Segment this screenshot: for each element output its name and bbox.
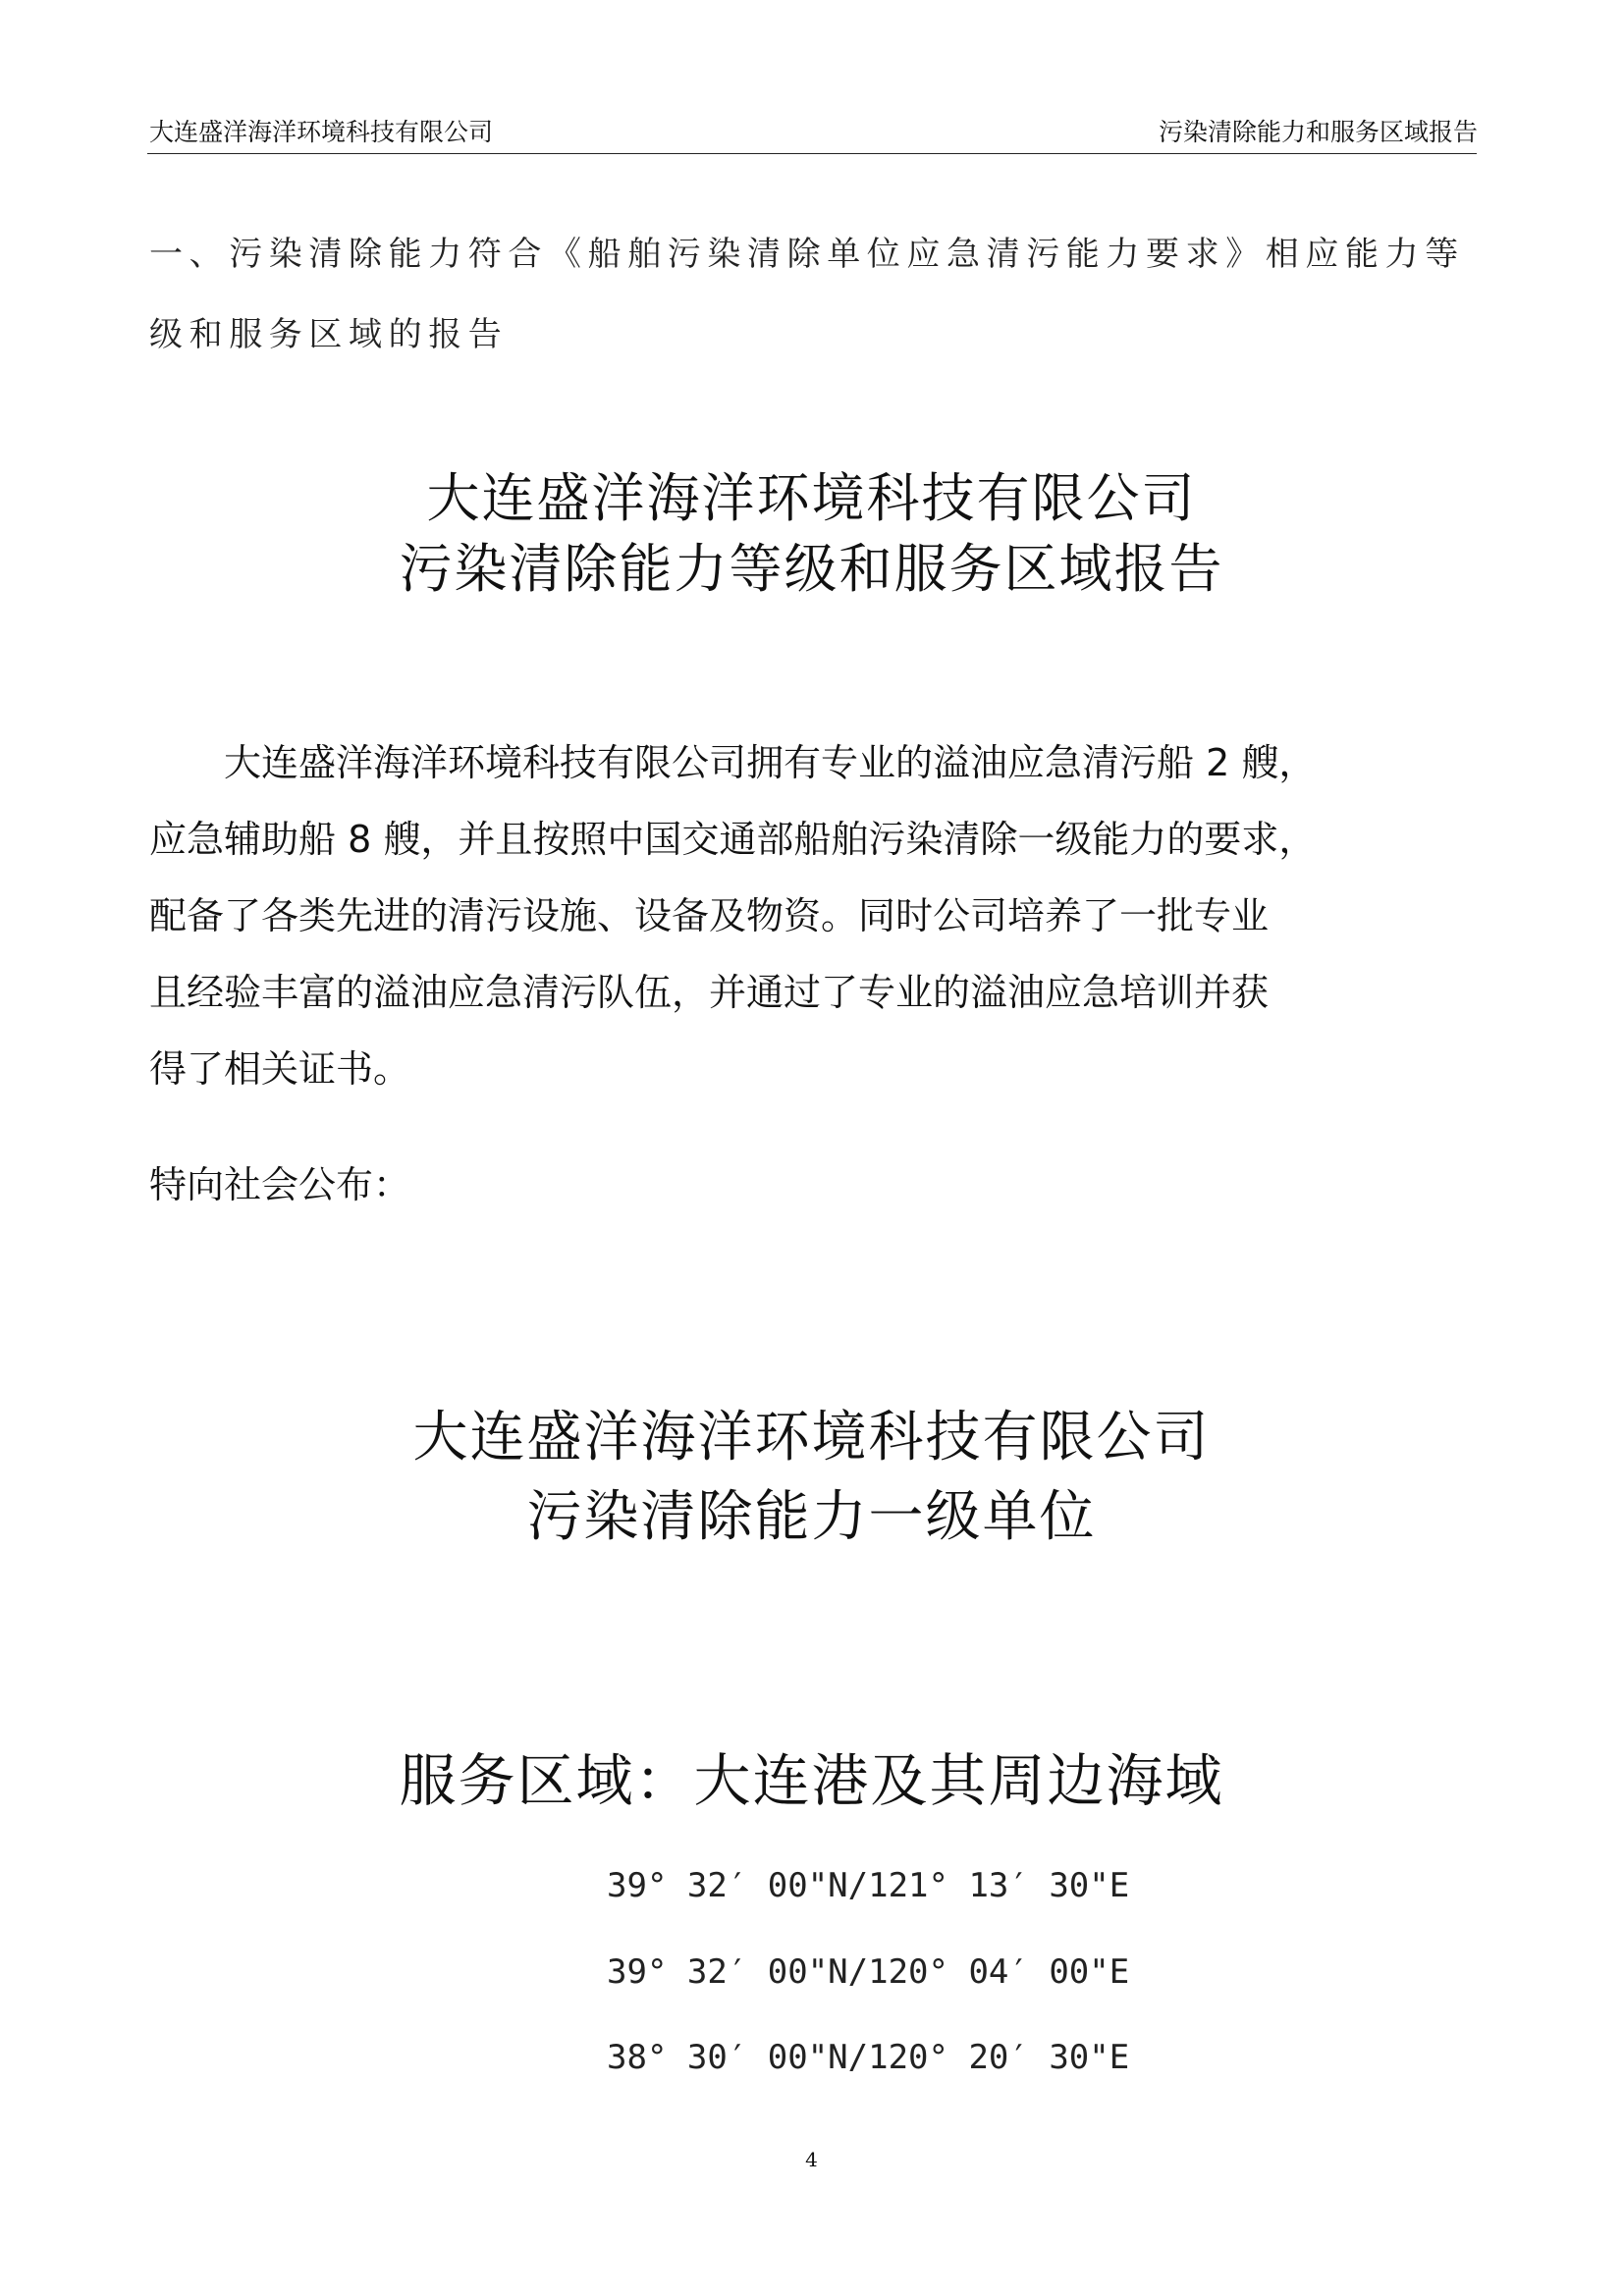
header-company: 大连盛洋海洋环境科技有限公司	[149, 118, 494, 146]
coordinate-item: 38° 30′ 00"N/120° 20′ 30"E	[607, 2038, 1130, 2077]
certification-company: 大连盛洋海洋环境科技有限公司	[412, 1406, 1211, 1469]
body-line: 大连盛洋海洋环境科技有限公司拥有专业的溢油应急清污船 2 艘，	[149, 741, 1317, 784]
section-heading	[149, 214, 1485, 375]
body-line: 且经验丰富的溢油应急清污队伍，并通过了专业的溢油应急培训并获	[149, 971, 1270, 1014]
header-report-name: 污染清除能力和服务区域报告	[1158, 118, 1478, 146]
service-area-label: 服务区域：	[399, 1747, 694, 1814]
body-line: 得了相关证书。	[149, 1047, 411, 1091]
service-area-value: 大连港及其周边海域	[693, 1747, 1224, 1814]
body-line: 应急辅助船 8 艘，并且按照中国交通部船舶污染清除一级能力的要求，	[149, 818, 1317, 861]
report-title-company: 大连盛洋海洋环境科技有限公司	[426, 467, 1197, 529]
announcement: 特向社会公布：	[149, 1163, 411, 1206]
section-heading-line: 级和服务区域的报告	[149, 315, 509, 354]
coordinate-item: 39° 32′ 00"N/121° 13′ 30"E	[607, 1866, 1130, 1905]
header-divider	[147, 153, 1477, 154]
body-paragraph	[149, 724, 1485, 1107]
body-line: 配备了各类先进的清污设施、设备及物资。同时公司培养了一批专业	[149, 894, 1270, 937]
section-heading-line: 一、污染清除能力符合《船舶污染清除单位应急清污能力要求》相应能力等	[149, 235, 1465, 274]
report-title-subtitle: 污染清除能力等级和服务区域报告	[399, 538, 1224, 600]
certification-block	[0, 1398, 1623, 1557]
report-title	[0, 463, 1623, 605]
page-number: 4	[805, 2148, 818, 2171]
coordinate-list	[607, 1843, 1129, 2102]
service-area	[0, 1746, 1623, 1815]
certification-level: 污染清除能力一级单位	[526, 1485, 1097, 1549]
coordinate-item: 39° 32′ 00"N/120° 04′ 00"E	[607, 1951, 1130, 1992]
